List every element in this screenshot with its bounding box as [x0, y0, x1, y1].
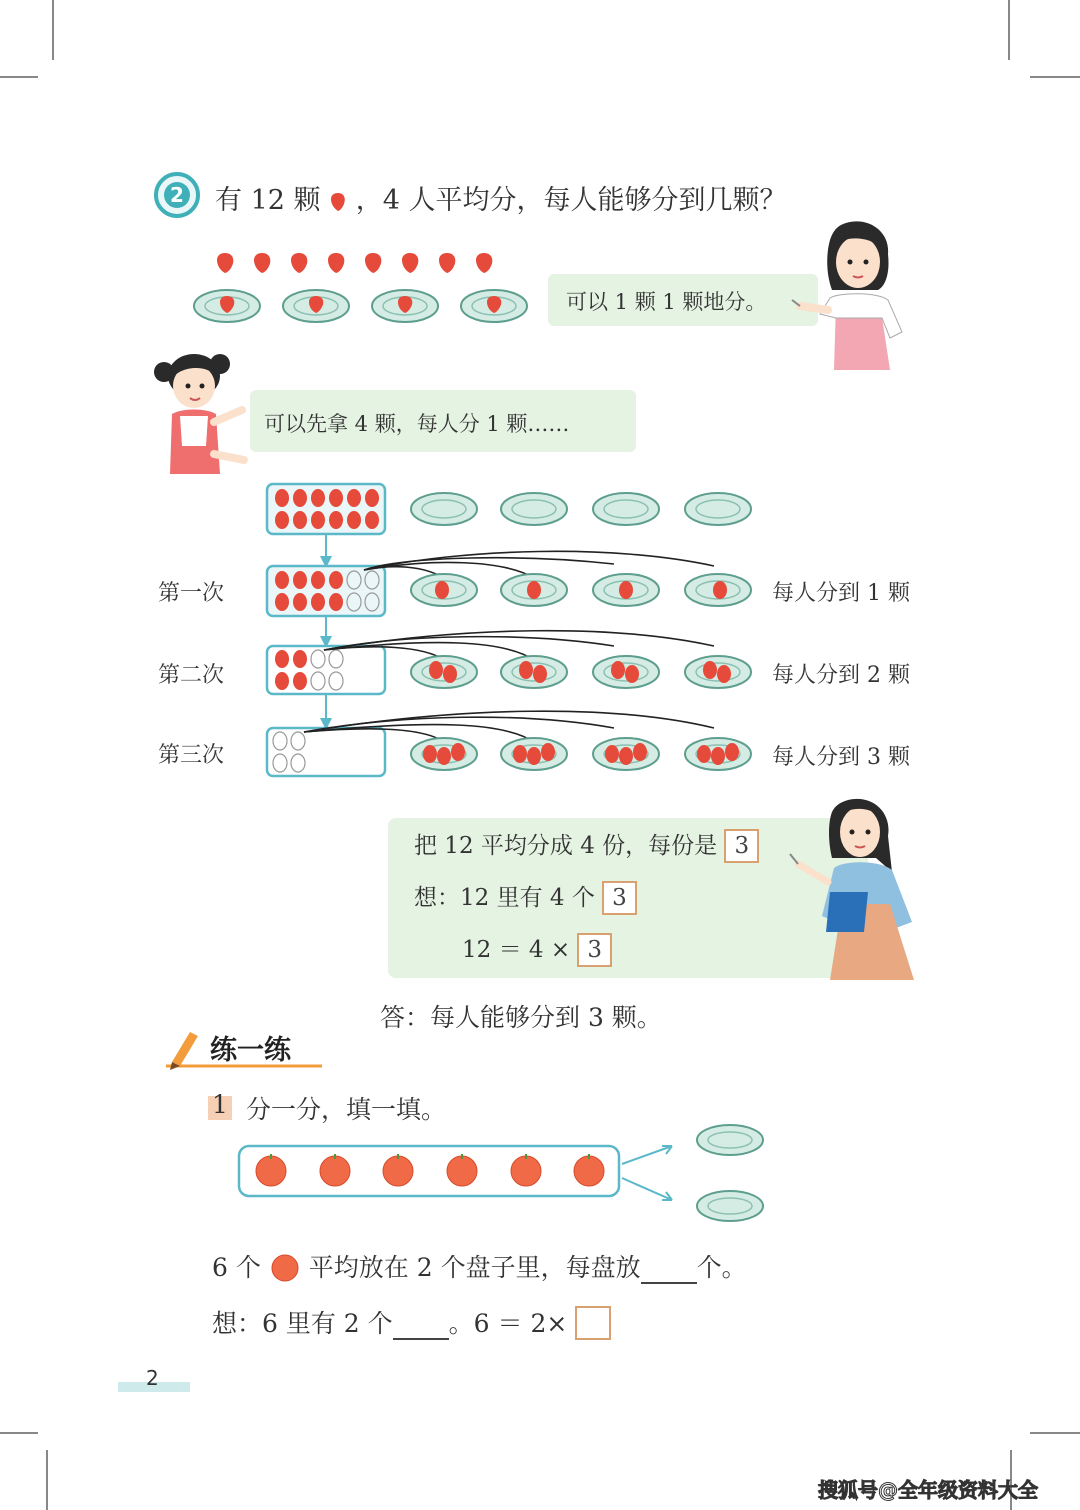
distribution-diagram	[264, 478, 764, 782]
watermark: 搜狐号@全年级资料大全	[818, 1478, 1038, 1502]
strawberry-icon	[329, 190, 347, 212]
crop-mark	[1030, 1432, 1080, 1434]
step-result-2: 每人分到 2 颗	[772, 663, 910, 688]
crop-mark	[0, 76, 38, 78]
initial-strawberries-and-plates	[185, 246, 535, 331]
summary-line-1-text: 把 12 平均分成 4 份，每份是	[414, 833, 718, 859]
blank-per-plate[interactable]	[641, 1258, 697, 1284]
teacher-illustration	[788, 792, 928, 980]
step-label-3: 第三次	[158, 743, 225, 768]
speech-bubble-one-by-one	[548, 274, 818, 326]
practice-think	[212, 1306, 611, 1340]
oranges-box	[239, 1146, 619, 1196]
bubble-text: 可以 1 颗 1 颗地分。	[566, 290, 767, 314]
question-text	[215, 178, 786, 217]
question-text-after: ，4 人平均分，每人能够分到几颗？	[355, 185, 787, 216]
step-result-3: 每人分到 3 颗	[772, 745, 910, 770]
crop-mark	[0, 1432, 38, 1434]
think-mid: 。6 ＝ 2×	[448, 1309, 568, 1338]
summary-line-3	[462, 932, 612, 968]
crop-mark	[1030, 76, 1080, 78]
practice-item-text: 分一分，填一填。	[246, 1095, 447, 1124]
question-number: 2	[164, 182, 190, 208]
crop-mark	[52, 0, 54, 60]
answer-text: 答：每人能够分到 3 颗。	[380, 1003, 662, 1032]
step-label-1: 第一次	[158, 581, 225, 606]
step-label-2: 第二次	[158, 663, 225, 688]
speech-bubble-take-four	[250, 390, 636, 452]
summary-line-2-text: 想：12 里有 4 个	[414, 885, 595, 911]
girl-illustration	[790, 214, 920, 370]
bubble-text: 可以先拿 4 颗，每人分 1 颗……	[264, 412, 570, 436]
practice-item-number: 1	[212, 1090, 228, 1119]
step-result-1: 每人分到 1 颗	[772, 581, 910, 606]
strawberry-row	[217, 253, 492, 273]
crop-mark	[46, 1450, 48, 1510]
answer-box: 3	[602, 881, 637, 915]
think-before: 想：6 里有 2 个	[212, 1309, 393, 1338]
sentence-after: 平均放在 2 个盘子里，每盘放	[308, 1253, 641, 1282]
answer-box: 3	[724, 829, 759, 863]
summary-line-2	[414, 880, 637, 916]
blank-groups[interactable]	[393, 1314, 449, 1340]
plate-row	[194, 290, 527, 322]
orange-icon	[269, 1252, 301, 1282]
pigtail-girl-illustration	[148, 346, 258, 474]
summary-line-3-text: 12 ＝ 4 ×	[462, 937, 571, 963]
oranges-diagram	[236, 1120, 776, 1230]
crop-mark	[1008, 0, 1010, 60]
question-text-before: 有 12 颗	[215, 185, 321, 216]
blank-box[interactable]	[575, 1306, 611, 1340]
page-number: 2	[146, 1366, 159, 1390]
sentence-before: 6 个	[212, 1253, 261, 1282]
sentence-end: 个。	[696, 1253, 747, 1282]
summary-line-1	[414, 828, 759, 864]
practice-sentence	[212, 1252, 747, 1284]
practice-title: 练一练	[210, 1035, 291, 1066]
empty-plates	[411, 493, 751, 525]
question-number-badge	[154, 172, 200, 218]
answer-box: 3	[577, 933, 612, 967]
